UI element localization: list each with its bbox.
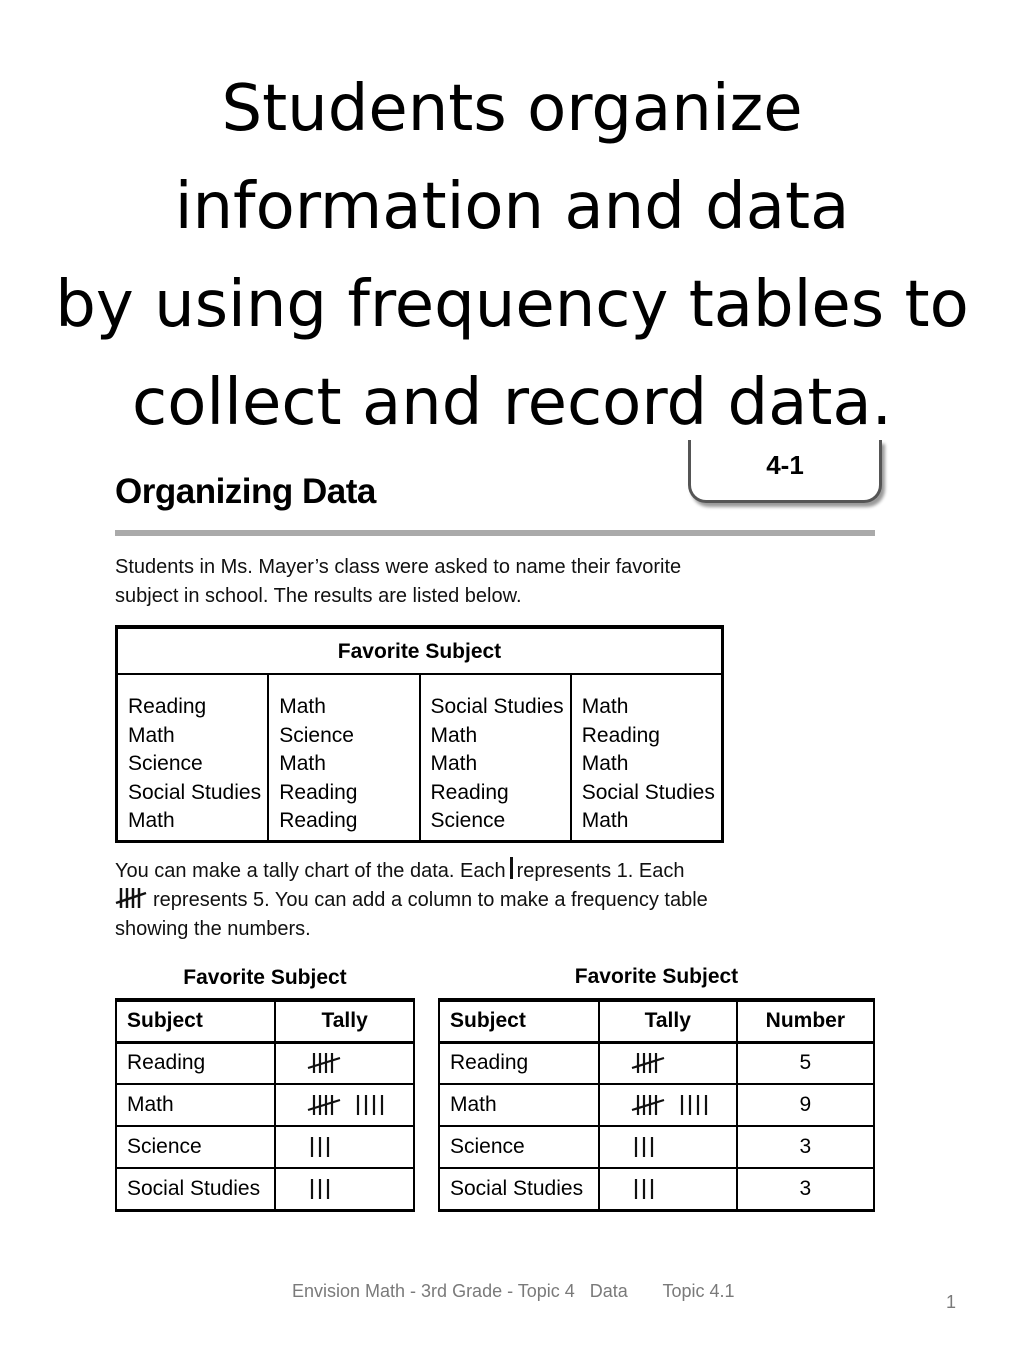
tally-marks — [630, 1135, 664, 1159]
subject-cell: Reading — [439, 1042, 599, 1084]
heading-divider — [115, 530, 875, 536]
results-cell: Reading — [581, 723, 660, 747]
tally-marks — [630, 1177, 664, 1201]
column-header: Tally — [599, 1000, 737, 1042]
results-cell: Reading — [279, 780, 358, 804]
tally-cell — [275, 1084, 414, 1126]
title-line: by using frequency tables to — [55, 268, 969, 342]
tally-cell — [275, 1126, 414, 1168]
table-row — [439, 1168, 874, 1210]
frequency-table-caption: Favorite Subject — [574, 965, 739, 988]
results-cell: Social Studies — [430, 695, 564, 718]
results-cell: Reading — [430, 780, 509, 804]
tally-chart-caption: Favorite Subject — [183, 966, 347, 989]
results-table — [115, 625, 724, 843]
table-row — [439, 1084, 874, 1126]
five-tally-icon — [115, 887, 149, 909]
results-cell: Science — [430, 809, 506, 832]
explanation-paragraph — [115, 857, 735, 944]
number-cell: 3 — [737, 1126, 874, 1168]
tally-marks — [306, 1177, 340, 1201]
explanation-text: represents 5. You can add a column to make a frequency table — [153, 889, 708, 911]
explanation-text: You can make a tally chart of the data. Each — [115, 860, 506, 882]
tally-cell — [275, 1168, 414, 1210]
single-tally-icon — [510, 857, 513, 879]
column-header: Subject — [439, 1000, 599, 1042]
tally-marks — [306, 1135, 340, 1159]
intro-paragraph — [115, 553, 735, 611]
results-table-title: Favorite Subject — [118, 629, 721, 675]
results-cell: Social Studies — [581, 780, 715, 804]
results-cell: Reading — [128, 695, 207, 718]
tally-marks — [630, 1093, 718, 1117]
subject-cell: Social Studies — [116, 1168, 275, 1210]
results-cell: Math — [581, 752, 629, 775]
tally-cell — [275, 1042, 414, 1084]
lesson-tab — [688, 440, 882, 503]
explanation-text: showing the numbers. — [115, 918, 311, 940]
results-cell: Science — [279, 723, 354, 747]
frequency-table — [438, 998, 875, 1212]
subject-cell: Math — [116, 1084, 275, 1126]
results-cell: Math — [581, 809, 629, 832]
title-line: Students organize — [221, 72, 803, 146]
subject-cell: Math — [439, 1084, 599, 1126]
column-header: Number — [737, 1000, 874, 1042]
section-heading: Organizing Data — [115, 472, 376, 511]
tally-cell — [599, 1168, 737, 1210]
results-cell: Math — [430, 752, 478, 775]
page-number: 1 — [946, 1292, 957, 1312]
tally-stroke — [632, 1058, 664, 1068]
subject-cell: Science — [439, 1126, 599, 1168]
results-cell: Science — [128, 752, 203, 775]
number-cell: 3 — [737, 1168, 874, 1210]
column-header: Tally — [275, 1000, 414, 1042]
results-column — [118, 675, 267, 843]
tally-cell — [599, 1084, 737, 1126]
footer-text: Envision Math - 3rd Grade - Topic 4 Data Topic 4.1 — [292, 1281, 735, 1301]
subject-cell: Social Studies — [439, 1168, 599, 1210]
results-cell: Math — [430, 723, 478, 747]
subject-cell: Reading — [116, 1042, 275, 1084]
subject-cell: Science — [116, 1126, 275, 1168]
results-cell: Math — [581, 695, 629, 718]
tally-marks — [306, 1051, 362, 1075]
title-line: collect and record data. — [132, 366, 892, 440]
tally-cell — [599, 1042, 737, 1084]
number-cell: 5 — [737, 1042, 874, 1084]
tally-stroke — [308, 1100, 340, 1110]
column-header: Subject — [116, 1000, 275, 1042]
tally-stroke — [632, 1100, 664, 1110]
intro-line: Students in Ms. Mayer’s class were asked to name their favorite — [115, 556, 682, 578]
results-cell: Math — [128, 723, 175, 747]
results-column — [419, 675, 570, 843]
results-cell: Reading — [279, 809, 358, 832]
number-cell: 9 — [737, 1084, 874, 1126]
results-column — [267, 675, 418, 843]
table-row — [116, 1126, 414, 1168]
results-cell: Math — [128, 809, 175, 832]
table-row — [116, 1168, 414, 1210]
title-line: information and data — [174, 170, 850, 244]
results-cell: Social Studies — [128, 780, 262, 804]
results-cell: Math — [279, 752, 326, 775]
table-row — [116, 1042, 414, 1084]
table-row — [439, 1042, 874, 1084]
tally-chart — [115, 998, 415, 1212]
results-cell: Math — [279, 695, 326, 718]
lesson-number: 4-1 — [766, 450, 804, 480]
tally-stroke — [308, 1058, 340, 1068]
table-row — [116, 1084, 414, 1126]
results-column — [570, 675, 721, 843]
tally-marks — [306, 1093, 394, 1117]
tally-cell — [599, 1126, 737, 1168]
tally-marks — [630, 1051, 686, 1075]
slide-title — [0, 60, 1024, 452]
table-row — [439, 1126, 874, 1168]
explanation-text: represents 1. Each — [516, 860, 685, 882]
intro-line: subject in school. The results are listed below. — [115, 585, 522, 607]
